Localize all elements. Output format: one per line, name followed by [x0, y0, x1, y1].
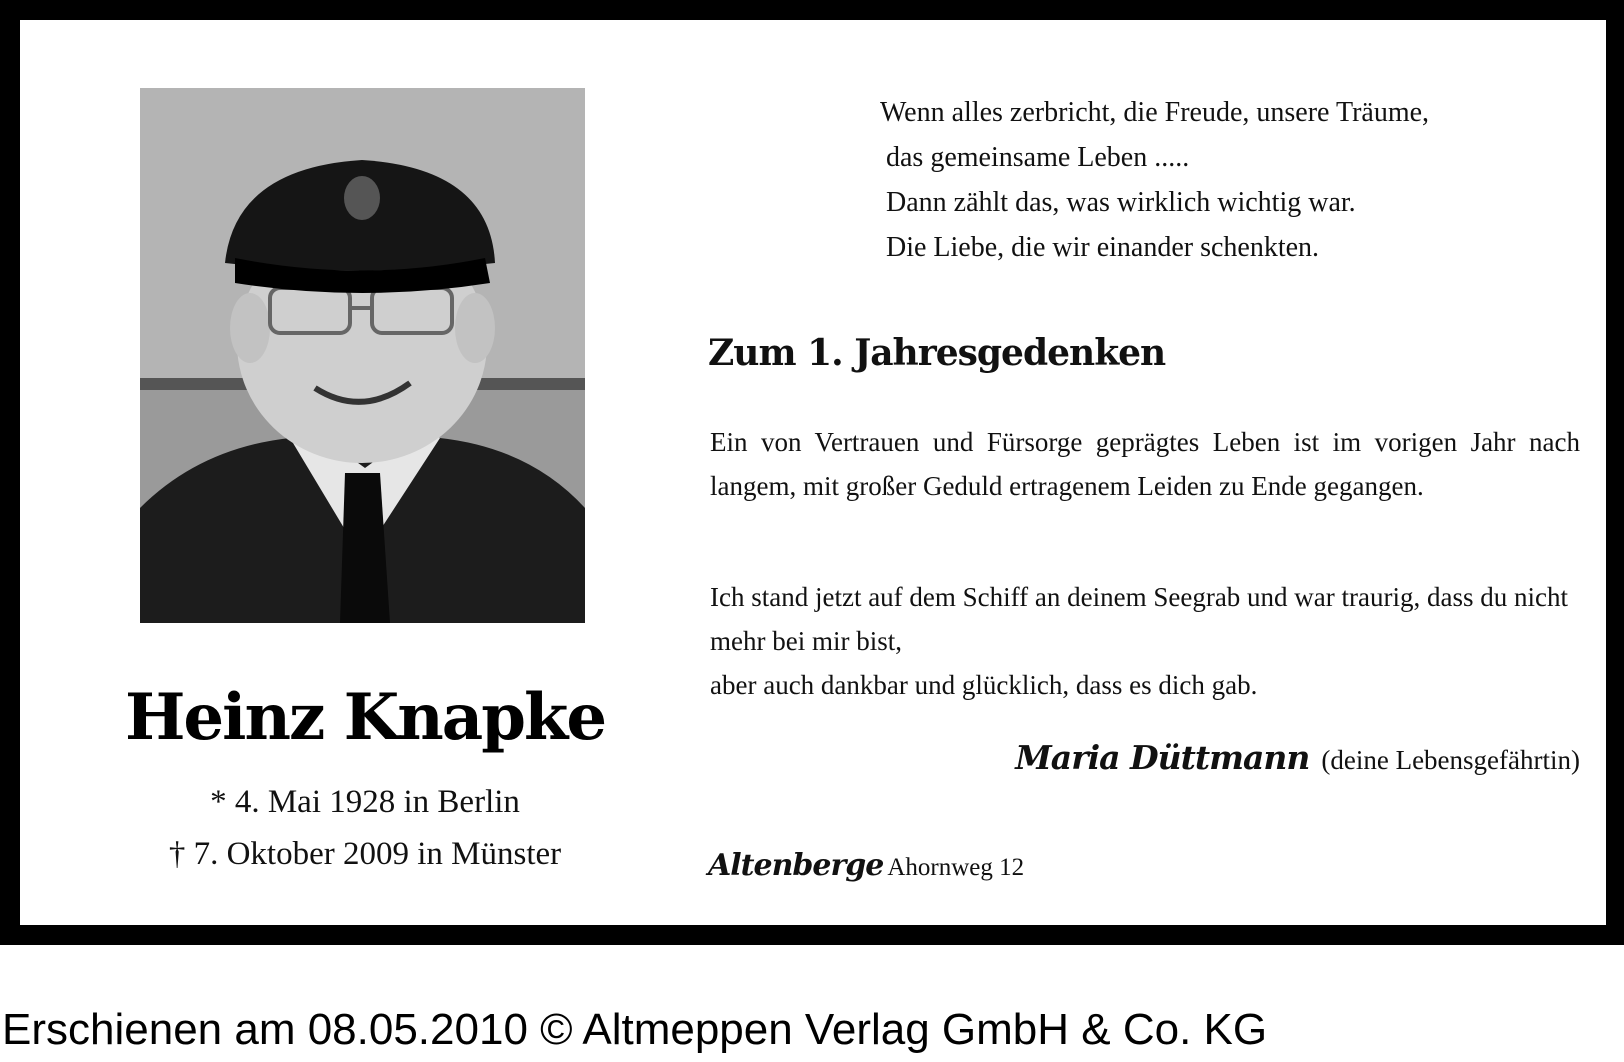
address-street: Ahornweg 12 [887, 854, 1025, 881]
deceased-name: Heinz Knapke [124, 680, 606, 755]
memorial-paragraph-2: Ich stand jetzt auf dem Schiff an deinem Seegrab und war traurig, dass du nicht mehr bei mir bist, aber auch dankbar und glücklich, dass es dich gab. [710, 582, 1568, 700]
memorial-paragraph-1: Ein von Vertrauen und Fürsorge geprägtes Leben ist im vorigen Jahr nach langem, mit großer Geduld ertragenem Leiden zu Ende gegangen. [710, 427, 1580, 501]
signature-role: (deine Lebensgefährtin) [1321, 745, 1580, 775]
address [708, 848, 1024, 883]
publication-footer: Erschienen am 08.05.2010 © Altmeppen Verlag GmbH & Co. KG [2, 1005, 1268, 1054]
birth-date: * 4. Mai 1928 in Berlin [210, 784, 520, 820]
poem-line: Die Liebe, die wir einander schenkten. [886, 232, 1320, 263]
poem-line: das gemeinsame Leben ..... [886, 142, 1190, 173]
obituary-card-inner [20, 20, 1606, 925]
death-date: † 7. Oktober 2009 in Münster [168, 836, 562, 872]
signature [890, 738, 1580, 777]
memorial-heading: Zum 1. Jahresgedenken [708, 332, 1166, 374]
portrait-illustration [140, 88, 585, 623]
life-dates [90, 776, 640, 880]
signature-name: Maria Düttmann [1015, 738, 1310, 777]
poem-line: Wenn alles zerbricht, die Freude, unsere Träume, [880, 97, 1430, 128]
poem-line: Dann zählt das, was wirklich wichtig war. [886, 187, 1356, 218]
portrait-photo [140, 88, 585, 623]
address-city: Altenberge [708, 848, 884, 883]
poem [880, 90, 1600, 270]
